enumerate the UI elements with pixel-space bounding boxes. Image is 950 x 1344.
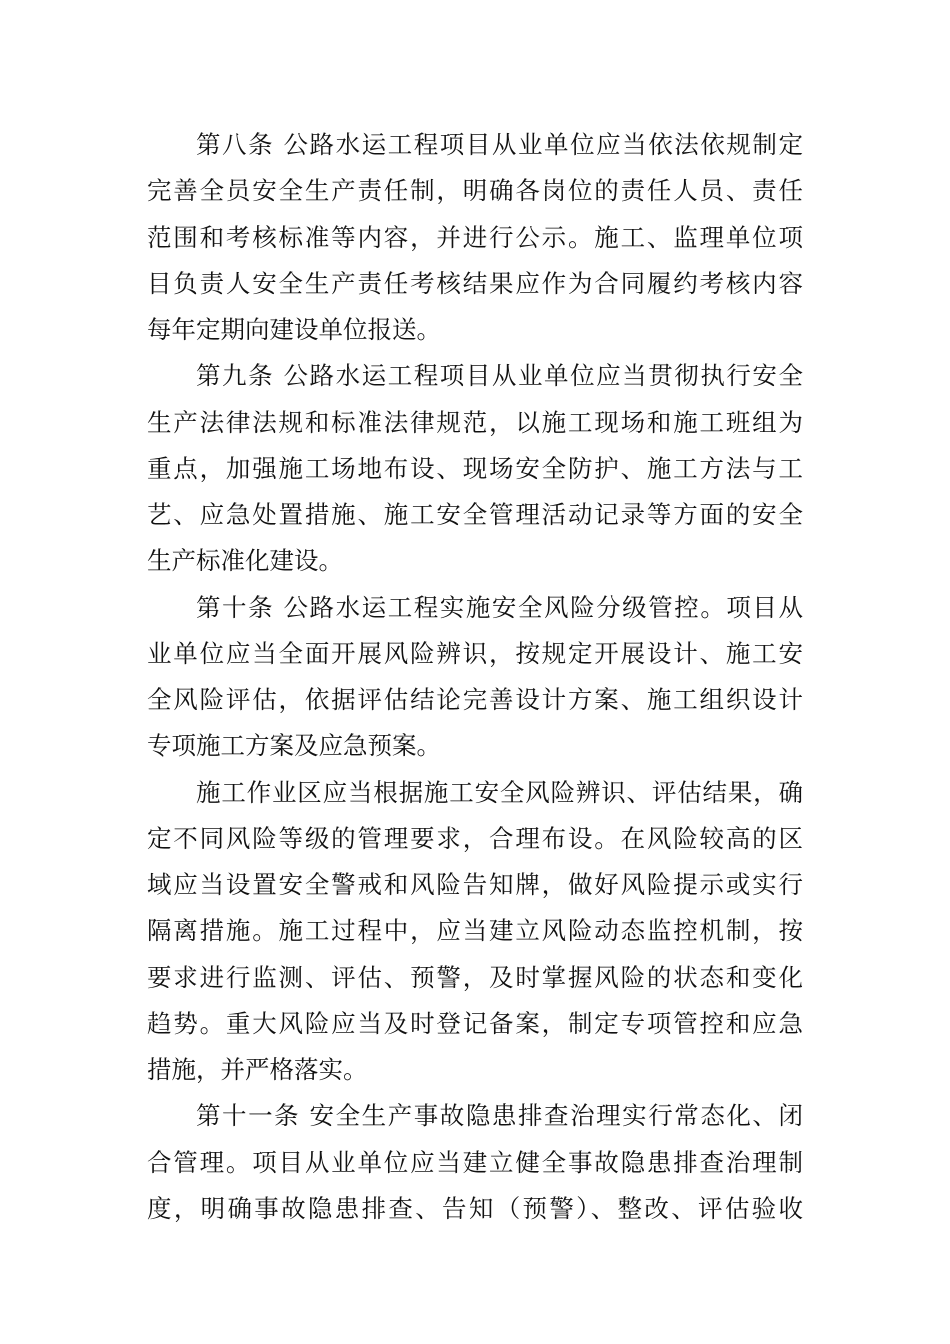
text-line: 目负责人安全生产责任考核结果应作为合同履约考核内容	[147, 268, 803, 298]
text-line: 生产标准化建设。	[147, 546, 343, 576]
text-line: 要求进行监测、评估、预警，及时掌握风险的状态和变化	[147, 962, 803, 992]
text-line: 全风险评估，依据评估结论完善设计方案、施工组织设计	[147, 685, 803, 714]
text-line: 第九条 公路水运工程项目从业单位应当贯彻执行安全	[196, 361, 803, 391]
text-line: 措施，并严格落实。	[147, 1055, 368, 1084]
text-line: 每年定期向建设单位报送。	[147, 315, 441, 344]
text-line: 第八条 公路水运工程项目从业单位应当依法依规制定	[196, 130, 803, 159]
text-line: 艺、应急处置措施、施工安全管理活动记录等方面的安全	[147, 500, 803, 529]
text-line: 重点，加强施工场地布设、现场安全防护、施工方法与工	[147, 453, 803, 483]
article-9-paragraph	[147, 353, 803, 584]
text-line: 业单位应当全面开展风险辨识，按规定开展设计、施工安	[147, 638, 803, 668]
text-line: 完善全员安全生产责任制，明确各岗位的责任人员、责任	[147, 176, 803, 206]
article-8-paragraph	[147, 122, 803, 353]
text-line: 隔离措施。施工过程中，应当建立风险动态监控机制，按	[147, 916, 803, 946]
document-body	[147, 122, 803, 1232]
text-line: 专项施工方案及应急预案。	[147, 731, 441, 761]
text-line: 定不同风险等级的管理要求，合理布设。在风险较高的区	[147, 823, 803, 853]
text-line: 域应当设置安全警戒和风险告知牌，做好风险提示或实行	[147, 870, 803, 899]
work-zone-paragraph	[147, 770, 803, 1094]
article-11-paragraph	[147, 1093, 803, 1232]
text-line: 度，明确事故隐患排查、告知（预警）、整改、评估验收	[147, 1193, 803, 1223]
text-line: 第十条 公路水运工程实施安全风险分级管控。项目从	[196, 592, 803, 622]
text-line: 生产法律法规和标准法律规范，以施工现场和施工班组为	[147, 407, 803, 437]
text-line: 第十一条 安全生产事故隐患排查治理实行常态化、闭	[196, 1101, 803, 1131]
article-10-paragraph	[147, 585, 803, 770]
text-line: 范围和考核标准等内容，并进行公示。施工、监理单位项	[147, 222, 803, 252]
text-line: 施工作业区应当根据施工安全风险辨识、评估结果，确	[196, 777, 803, 807]
text-line: 合管理。项目从业单位应当建立健全事故隐患排查治理制	[147, 1147, 803, 1177]
text-line: 趋势。重大风险应当及时登记备案，制定专项管控和应急	[147, 1008, 803, 1038]
